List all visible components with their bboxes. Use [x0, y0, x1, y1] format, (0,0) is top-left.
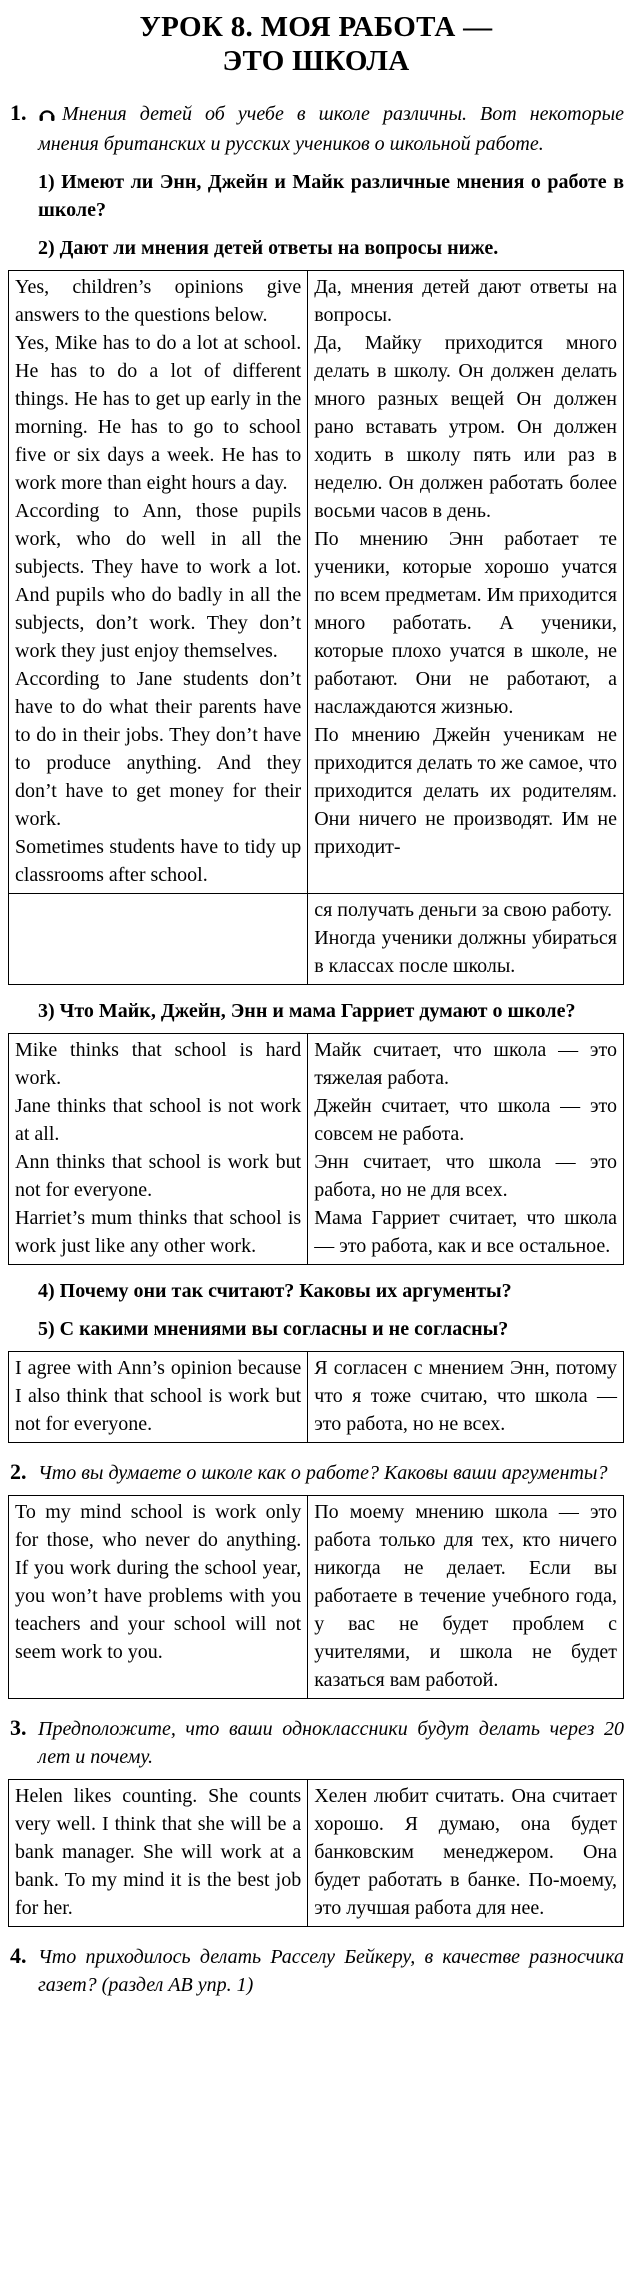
russian-cell	[308, 271, 624, 894]
paragraph: Yes, Mike has to do a lot at school. He has to do a lot of different things. He has to get up early in the morning. He has to go to school five or six days a week. He has to work more than eight hours a day.	[15, 332, 302, 494]
exercise-4	[8, 1943, 624, 1999]
paragraph: Хелен любит считать. Она считает хорошо. Я думаю, она будет банковским менеджером. Она будет работать в банке. По-моему, это лучшая работа для нее.	[314, 1785, 617, 1919]
paragraph: Иногда ученики должны убираться в классах после школы.	[314, 927, 617, 977]
translation-table-1	[8, 270, 624, 894]
exercise-1-question-4: 4) Почему они так считают? Каковы их аргументы?	[38, 1280, 512, 1302]
exercise-1-number: 1.	[10, 100, 27, 125]
exercise-3	[8, 1715, 624, 1927]
paragraph: According to Jane students don’t have to do what their parents have to do in their jobs. They don’t have to produce anything. And they don’t have to get money for their work.	[15, 668, 302, 830]
exercise-3-intro: Предположите, что ваши одноклассники будут делать через 20 лет и почему.	[38, 1718, 624, 1768]
exercise-2	[8, 1459, 624, 1699]
exercise-4-intro: Что приходилось делать Расселу Бейкеру, в качестве разносчика газет? (раздел АВ упр. 1)	[38, 1946, 624, 1996]
exercise-1	[8, 100, 624, 1443]
paragraph: Мама Гарриет считает, что школа — это работа, как и все остальное.	[314, 1207, 617, 1257]
paragraph: Sometimes students have to tidy up classrooms after school.	[15, 836, 302, 886]
paragraph: Harriet’s mum thinks that school is work just like any other work.	[15, 1207, 302, 1257]
paragraph: Энн считает, что школа — это работа, но не для всех.	[314, 1151, 617, 1201]
english-cell	[9, 1780, 308, 1927]
paragraph: По моему мнению школа — это работа только для тех, кто ничего никогда не делает. Если вы работаете в течение учебного года, у вас не будет проблем с учителями, и школа не будет казаться вам работой.	[314, 1501, 617, 1691]
table-row	[9, 1496, 624, 1699]
table-row	[9, 1780, 624, 1927]
paragraph: Helen likes counting. She counts very well. I think that she will be a bank manager. She will work at a bank. To my mind it is the best job for her.	[15, 1785, 302, 1919]
exercise-1-question-1: 1) Имеют ли Энн, Джейн и Майк различные мнения о работе в школе?	[38, 171, 624, 221]
table-row	[9, 271, 624, 894]
translation-table-3	[8, 1351, 624, 1443]
exercise-2-intro: Что вы думаете о школе как о работе? Каковы ваши аргументы?	[38, 1462, 608, 1484]
russian-cell	[308, 1034, 624, 1265]
paragraph: To my mind school is work only for those, who never do anything. If you work during the school year, you won’t have problems with you teachers and your school will not seem work to you.	[15, 1501, 302, 1663]
exercise-1-question-3: 3) Что Майк, Джейн, Энн и мама Гарриет думают о школе?	[38, 1000, 576, 1022]
exercise-2-number: 2.	[10, 1459, 27, 1484]
paragraph: According to Ann, those pupils work, who do well in all the subjects. They have to work a lot. And pupils who do badly in all the subjects, don’t work. They don’t work they just enjoy themselves.	[15, 500, 302, 662]
english-cell	[9, 1496, 308, 1699]
paragraph: Ann thinks that school is work but not for everyone.	[15, 1151, 302, 1201]
translation-table-1-continued	[8, 893, 624, 985]
paragraph: Джейн считает, что школа — это совсем не работа.	[314, 1095, 617, 1145]
exercise-1-question-2: 2) Дают ли мнения детей ответы на вопросы ниже.	[38, 237, 499, 259]
table-row	[9, 894, 624, 985]
russian-cell	[308, 1352, 624, 1443]
paragraph: Майк считает, что школа — это тяжелая работа.	[314, 1039, 617, 1089]
translation-table-5	[8, 1779, 624, 1927]
paragraph: Mike thinks that school is hard work.	[15, 1039, 302, 1089]
table-row	[9, 1352, 624, 1443]
title-line-2: ЭТО ШКОЛА	[222, 45, 410, 77]
paragraph: I agree with Ann’s opinion because I also think that school is work but not for everyone.	[15, 1357, 302, 1435]
translation-table-2	[8, 1033, 624, 1265]
translation-table-4	[8, 1495, 624, 1699]
english-cell	[9, 1352, 308, 1443]
paragraph: ся получать деньги за свою работу.	[314, 899, 612, 921]
paragraph: Да, Майку приходится много делать в школу. Он должен делать много разных вещей Он должен рано вставать утром. Он должен ходить в школу пять или раз в неделю. Он должен работать более восьми часов в день.	[314, 332, 617, 522]
paragraph: Да, мнения детей дают ответы на вопросы.	[314, 276, 617, 326]
paragraph: Jane thinks that school is not work at all.	[15, 1095, 302, 1145]
exercise-3-number: 3.	[10, 1715, 27, 1740]
russian-cell	[308, 1780, 624, 1927]
title-line-1: УРОК 8. МОЯ РАБОТА —	[139, 11, 493, 43]
english-cell	[9, 1034, 308, 1265]
paragraph: Yes, children’s opinions give answers to the questions below.	[15, 276, 302, 326]
exercise-1-intro-text: Мнения детей об учебе в школе различны. Вот некоторые мнения британских и русских учеников о школьной работе.	[38, 103, 624, 155]
exercise-1-intro	[38, 100, 624, 158]
page-title	[8, 10, 624, 78]
english-cell-empty	[9, 894, 308, 985]
exercise-1-question-5: 5) С какими мнениями вы согласны и не согласны?	[38, 1318, 509, 1340]
paragraph: По мнению Джейн ученикам не приходится делать то же самое, что приходится делать их родителям. Они ничего не производят. Им не приходит-	[314, 724, 617, 858]
english-cell	[9, 271, 308, 894]
paragraph: Я согласен с мнением Энн, потому что я тоже считаю, что школа — это работа, но не всех.	[314, 1357, 617, 1435]
russian-cell	[308, 1496, 624, 1699]
exercise-4-number: 4.	[10, 1943, 27, 1968]
headphones-icon	[38, 102, 56, 130]
paragraph: По мнению Энн работает те ученики, которые хорошо учатся по всем предметам. Им приходится много работать. А ученики, которые плохо учатся в школе, не работают. Они не работают, а наслаждаются жизнью.	[314, 528, 617, 718]
russian-cell	[308, 894, 624, 985]
table-row	[9, 1034, 624, 1265]
